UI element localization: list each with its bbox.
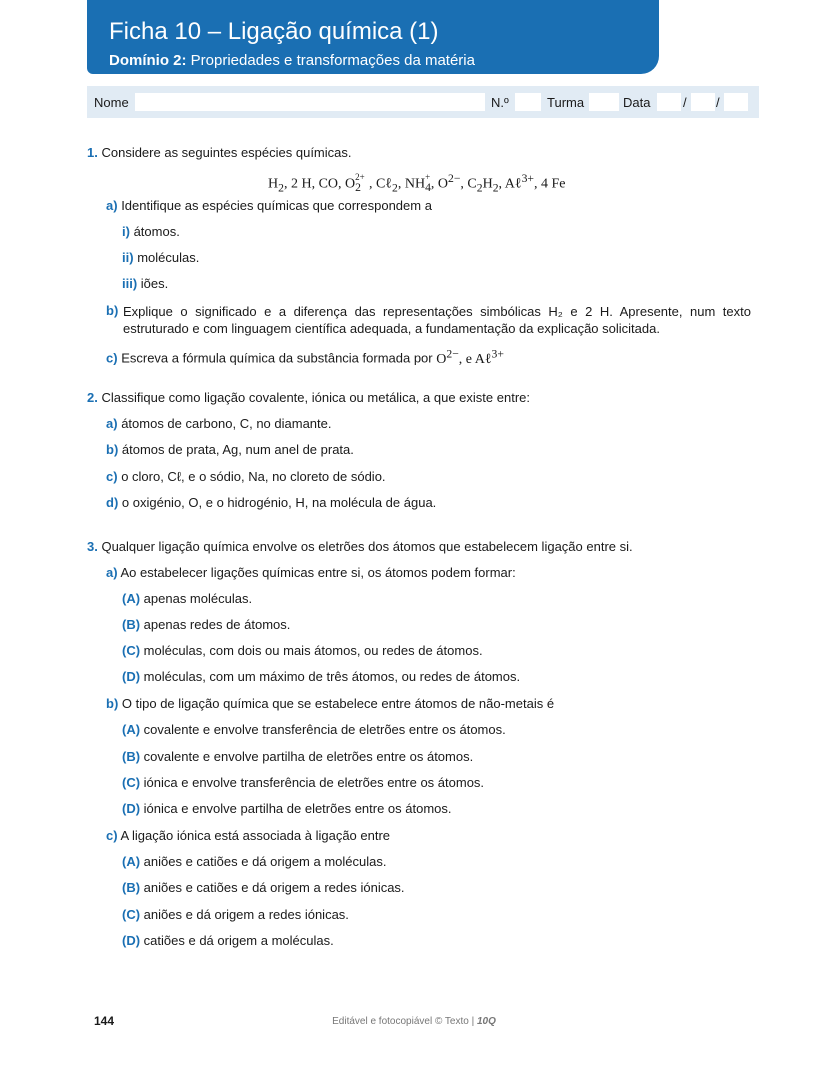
question-2	[87, 390, 530, 406]
date-separator: /	[716, 95, 720, 110]
option-text: aniões e dá origem a redes iónicas.	[143, 907, 349, 922]
item-label: d)	[106, 495, 119, 510]
item-label: a)	[106, 565, 118, 580]
option-3b-A[interactable]	[122, 722, 506, 738]
option-label: (C)	[122, 775, 141, 790]
date-label: Data	[623, 95, 651, 110]
worksheet-header	[87, 0, 659, 74]
date-year-field[interactable]	[724, 93, 748, 111]
option-label: (A)	[122, 722, 141, 737]
option-3c-D[interactable]	[122, 933, 334, 949]
item-text: moléculas.	[137, 250, 200, 265]
date-separator: /	[683, 95, 687, 110]
date-month-field[interactable]	[691, 93, 715, 111]
question-text: Qualquer ligação química envolve os eletrões dos átomos que estabelecem ligação entre si.	[101, 539, 633, 554]
item-text: o oxigénio, O, e o hidrogénio, H, na molécula de água.	[121, 495, 437, 510]
option-3a-A[interactable]	[122, 591, 252, 607]
question-2a	[106, 416, 331, 432]
item-label: i)	[122, 224, 130, 239]
question-2d	[106, 495, 436, 511]
item-label: a)	[106, 198, 118, 213]
item-text: Identifique as espécies químicas que correspondem a	[121, 198, 432, 213]
option-3a-B[interactable]	[122, 617, 290, 633]
item-label: c)	[106, 350, 118, 366]
option-label: (B)	[122, 749, 141, 764]
option-label: (A)	[122, 854, 141, 869]
question-2c	[106, 469, 386, 485]
question-text: Considere as seguintes espécies químicas.	[101, 145, 352, 160]
student-info-bar	[87, 86, 759, 118]
question-1	[87, 145, 352, 161]
item-label: c)	[106, 828, 118, 843]
option-text: covalente e envolve partilha de eletrões entre os átomos.	[143, 749, 474, 764]
item-label: ii)	[122, 250, 134, 265]
date-day-field[interactable]	[657, 93, 681, 111]
question-1b	[106, 303, 118, 319]
option-text: iónica e envolve transferência de eletrões entre os átomos.	[143, 775, 485, 790]
question-number: 2.	[87, 390, 98, 405]
item-text: Ao estabelecer ligações químicas entre si, os átomos podem formar:	[120, 565, 516, 580]
page-number: 144	[94, 1014, 115, 1028]
item-text: A ligação iónica está associada à ligação entre	[120, 828, 391, 843]
domain-label: Domínio 2:	[109, 52, 187, 69]
question-number: 3.	[87, 539, 98, 554]
question-1a-ii	[122, 250, 199, 266]
option-text: iónica e envolve partilha de eletrões entre os átomos.	[143, 801, 452, 816]
number-field[interactable]	[515, 93, 541, 111]
question-number: 1.	[87, 145, 98, 160]
item-text: o cloro, Cℓ, e o sódio, Na, no cloreto de sódio.	[121, 469, 386, 484]
chemical-species-list: $H_2$, 2 H, CO, O $_{2+ 2}$ , Cℓ$_2$, NH $_{+ 4}$, $O^{2-}$, $C_2H_2$, Aℓ$^{3+}$, 4 Fe	[268, 172, 566, 195]
option-label: (D)	[122, 669, 141, 684]
question-2b	[106, 442, 354, 458]
item-text: átomos.	[133, 224, 180, 239]
question-3b	[106, 696, 554, 712]
option-text: covalente e envolve transferência de eletrões entre os átomos.	[143, 722, 506, 737]
page-title: Ficha 10 – Ligação química (1)	[109, 18, 439, 45]
item-text: átomos de prata, Ag, num anel de prata.	[121, 442, 354, 457]
question-1a	[106, 198, 432, 214]
item-label: b)	[106, 442, 119, 457]
option-label: (C)	[122, 907, 141, 922]
question-1c: c) Escreva a fórmula química da substância formada por $O^{2-}$, e Aℓ$^{3+}$	[106, 347, 504, 367]
item-text: átomos de carbono, C, no diamante.	[121, 416, 332, 431]
name-field[interactable]	[135, 93, 485, 111]
class-label: Turma	[547, 95, 585, 110]
option-3c-A[interactable]	[122, 854, 386, 870]
option-3b-D[interactable]	[122, 801, 452, 817]
option-label: (A)	[122, 591, 141, 606]
item-label: b)	[106, 696, 119, 711]
option-3b-C[interactable]	[122, 775, 484, 791]
number-label: N.º	[491, 95, 509, 110]
option-label: (C)	[122, 643, 141, 658]
question-3	[87, 539, 633, 555]
option-label: (B)	[122, 617, 141, 632]
item-label: c)	[106, 469, 118, 484]
question-3c	[106, 828, 390, 844]
question-1b-text: Explique o significado e a diferença das representações simbólicas H₂ e 2 H. Apresente, num texto estruturado e com linguagem científica adequada, a fundamentação da explicação solicitada.	[123, 304, 751, 336]
domain-text: Propriedades e transformações da matéria	[186, 52, 475, 69]
item-label: a)	[106, 416, 118, 431]
item-text: Escreva a fórmula química da substância formada por	[121, 350, 437, 366]
option-text: moléculas, com um máximo de três átomos, ou redes de átomos.	[143, 669, 521, 684]
question-1a-i	[122, 224, 180, 240]
option-3a-C[interactable]	[122, 643, 483, 659]
class-field[interactable]	[589, 93, 619, 111]
option-text: moléculas, com dois ou mais átomos, ou redes de átomos.	[143, 643, 483, 658]
option-text: apenas moléculas.	[143, 591, 253, 606]
page-subtitle	[109, 52, 475, 69]
option-3b-B[interactable]	[122, 749, 473, 765]
option-3c-B[interactable]	[122, 880, 405, 896]
question-text: Classifique como ligação covalente, iónica ou metálica, a que existe entre:	[101, 390, 530, 405]
option-text: apenas redes de átomos.	[143, 617, 291, 632]
option-3a-D[interactable]	[122, 669, 520, 685]
option-text: aniões e catiões e dá origem a redes iónicas.	[143, 880, 405, 895]
item-label: iii)	[122, 276, 138, 291]
option-label: (D)	[122, 933, 141, 948]
option-3c-C[interactable]	[122, 907, 349, 923]
name-label: Nome	[94, 95, 129, 110]
footer-brand: 10Q	[476, 1016, 496, 1027]
footer-copyright	[0, 1016, 828, 1027]
footer-text: Editável e fotocopiável © Texto |	[332, 1016, 477, 1027]
option-label: (B)	[122, 880, 141, 895]
option-text: catiões e dá origem a moléculas.	[143, 933, 334, 948]
question-3a	[106, 565, 516, 581]
item-label: b)	[106, 303, 119, 318]
option-label: (D)	[122, 801, 141, 816]
option-text: aniões e catiões e dá origem a moléculas.	[143, 854, 387, 869]
question-1a-iii	[122, 276, 168, 292]
item-text: iões.	[140, 276, 169, 291]
item-text: O tipo de ligação química que se estabelece entre átomos de não-metais é	[121, 696, 555, 711]
